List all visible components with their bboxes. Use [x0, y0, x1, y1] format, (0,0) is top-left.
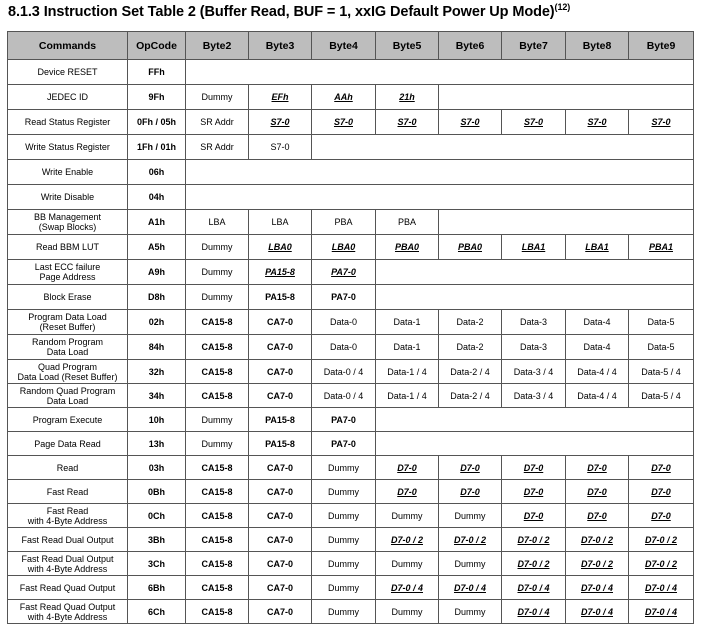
- command-cell: [8, 576, 128, 600]
- table-row: [8, 552, 694, 576]
- command-cell: [8, 552, 128, 576]
- opcode-cell: 06h: [128, 160, 186, 185]
- byte-cell: CA15-8: [186, 480, 249, 504]
- command-cell: [8, 160, 128, 185]
- opcode-cell: 0Bh: [128, 480, 186, 504]
- command-cell: [8, 135, 128, 160]
- byte-cell: D7-0: [502, 480, 566, 504]
- byte-cell: Data-2: [439, 310, 502, 335]
- byte-cell: Dummy: [186, 408, 249, 432]
- table-row: [8, 432, 694, 456]
- table-row: [8, 60, 694, 85]
- byte-cell: CA15-8: [186, 576, 249, 600]
- byte-cell: Data-5: [629, 310, 694, 335]
- command-name: with 4-Byte Address: [27, 515, 108, 526]
- byte-cell: D7-0: [566, 480, 629, 504]
- column-header: Commands: [8, 32, 128, 60]
- table-row: [8, 135, 694, 160]
- empty-cell: [186, 60, 694, 85]
- byte-cell: Dummy: [186, 235, 249, 260]
- table-row: [8, 110, 694, 135]
- byte-cell: LBA1: [566, 235, 629, 260]
- command-cell: [8, 310, 128, 335]
- command-cell: [8, 110, 128, 135]
- byte-cell: S7-0: [312, 110, 376, 135]
- command-cell: [8, 335, 128, 360]
- opcode-cell: 6Bh: [128, 576, 186, 600]
- column-header: Byte6: [439, 32, 502, 60]
- table-row: [8, 504, 694, 528]
- empty-cell: [439, 85, 694, 110]
- byte-cell: Dummy: [376, 552, 439, 576]
- byte-cell: Data-5: [629, 335, 694, 360]
- table-row: [8, 160, 694, 185]
- command-cell: [8, 432, 128, 456]
- byte-cell: Dummy: [312, 528, 376, 552]
- table-row: [8, 335, 694, 360]
- byte-cell: Data-1: [376, 335, 439, 360]
- byte-cell: D7-0: [566, 504, 629, 528]
- command-name: Random Quad Program: [19, 385, 116, 396]
- byte-cell: S7-0: [439, 110, 502, 135]
- byte-cell: Dummy: [186, 285, 249, 310]
- byte-cell: CA15-8: [186, 310, 249, 335]
- opcode-cell: 0Fh / 05h: [128, 110, 186, 135]
- byte-cell: D7-0: [629, 504, 694, 528]
- opcode-cell: A9h: [128, 260, 186, 285]
- command-name: Program Data Load: [28, 312, 107, 322]
- command-name: Write Enable: [41, 167, 94, 177]
- byte-cell: 21h: [376, 85, 439, 110]
- byte-cell: Data-3 / 4: [502, 384, 566, 408]
- byte-cell: CA7-0: [249, 335, 312, 360]
- byte-cell: Dummy: [312, 480, 376, 504]
- byte-cell: CA15-8: [186, 384, 249, 408]
- byte-cell: D7-0: [629, 480, 694, 504]
- byte-cell: D7-0: [439, 456, 502, 480]
- byte-cell: Dummy: [186, 260, 249, 285]
- empty-cell: [376, 432, 694, 456]
- command-cell: [8, 360, 128, 384]
- byte-cell: Data-4: [566, 310, 629, 335]
- byte-cell: D7-0: [376, 456, 439, 480]
- opcode-cell: A5h: [128, 235, 186, 260]
- command-name: Read BBM LUT: [35, 242, 100, 252]
- byte-cell: Dummy: [312, 456, 376, 480]
- byte-cell: S7-0: [502, 110, 566, 135]
- opcode-cell: 3Ch: [128, 552, 186, 576]
- command-cell: [8, 185, 128, 210]
- command-name: BB Management: [33, 212, 102, 222]
- table-row: [8, 600, 694, 624]
- byte-cell: D7-0 / 2: [376, 528, 439, 552]
- byte-cell: PBA: [376, 210, 439, 235]
- byte-cell: CA15-8: [186, 360, 249, 384]
- command-name: Write Status Register: [25, 142, 110, 152]
- command-name: Quad Program: [37, 361, 98, 372]
- byte-cell: S7-0: [249, 135, 312, 160]
- empty-cell: [312, 135, 694, 160]
- command-name: Last ECC failure: [34, 262, 101, 272]
- command-name: Fast Read: [46, 505, 89, 516]
- table-row: [8, 210, 694, 235]
- table-row: [8, 185, 694, 210]
- command-name: Write Disable: [40, 192, 95, 202]
- command-name: JEDEC ID: [46, 92, 88, 102]
- byte-cell: Dummy: [376, 504, 439, 528]
- command-name: with 4-Byte Address: [27, 563, 108, 574]
- column-header: Byte3: [249, 32, 312, 60]
- byte-cell: D7-0 / 4: [502, 576, 566, 600]
- byte-cell: SR Addr: [186, 110, 249, 135]
- command-name: Data Load: [46, 347, 89, 357]
- byte-cell: Data-1: [376, 310, 439, 335]
- byte-cell: AAh: [312, 85, 376, 110]
- byte-cell: PBA0: [376, 235, 439, 260]
- byte-cell: Data-2 / 4: [439, 360, 502, 384]
- byte-cell: Dummy: [439, 504, 502, 528]
- byte-cell: S7-0: [376, 110, 439, 135]
- byte-cell: CA15-8: [186, 528, 249, 552]
- byte-cell: CA15-8: [186, 552, 249, 576]
- byte-cell: PA7-0: [312, 432, 376, 456]
- byte-cell: CA7-0: [249, 480, 312, 504]
- byte-cell: S7-0: [249, 110, 312, 135]
- opcode-cell: 1Fh / 01h: [128, 135, 186, 160]
- table-row: [8, 260, 694, 285]
- byte-cell: Data-5 / 4: [629, 360, 694, 384]
- byte-cell: Data-4 / 4: [566, 384, 629, 408]
- command-cell: [8, 235, 128, 260]
- command-name: Fast Read Dual Output: [21, 553, 114, 564]
- byte-cell: LBA: [249, 210, 312, 235]
- command-cell: [8, 408, 128, 432]
- byte-cell: CA15-8: [186, 600, 249, 624]
- opcode-cell: 02h: [128, 310, 186, 335]
- command-cell: [8, 260, 128, 285]
- byte-cell: D7-0: [439, 480, 502, 504]
- byte-cell: CA7-0: [249, 456, 312, 480]
- opcode-cell: A1h: [128, 210, 186, 235]
- byte-cell: EFh: [249, 85, 312, 110]
- opcode-cell: 3Bh: [128, 528, 186, 552]
- byte-cell: Dummy: [312, 552, 376, 576]
- command-cell: [8, 210, 128, 235]
- opcode-cell: FFh: [128, 60, 186, 85]
- byte-cell: Data-1 / 4: [376, 384, 439, 408]
- empty-cell: [439, 210, 694, 235]
- command-cell: [8, 85, 128, 110]
- command-name: Page Data Read: [34, 438, 101, 449]
- opcode-cell: 34h: [128, 384, 186, 408]
- table-row: [8, 480, 694, 504]
- opcode-cell: 04h: [128, 185, 186, 210]
- byte-cell: LBA0: [249, 235, 312, 260]
- byte-cell: D7-0 / 4: [629, 600, 694, 624]
- byte-cell: D7-0 / 2: [439, 528, 502, 552]
- byte-cell: D7-0 / 2: [629, 552, 694, 576]
- command-name: Fast Read Dual Output: [21, 534, 114, 545]
- command-name: Read: [56, 462, 79, 473]
- footnote-ref: (12): [554, 2, 571, 13]
- table-row: [8, 408, 694, 432]
- table-row: [8, 235, 694, 260]
- section-title: [8, 4, 570, 20]
- byte-cell: Data-0: [312, 310, 376, 335]
- byte-cell: Data-3: [502, 335, 566, 360]
- byte-cell: CA7-0: [249, 504, 312, 528]
- byte-cell: D7-0 / 4: [439, 576, 502, 600]
- byte-cell: CA7-0: [249, 310, 312, 335]
- command-name: (Swap Blocks): [38, 222, 97, 232]
- section-number: 8.1.3: [8, 4, 40, 20]
- command-cell: [8, 285, 128, 310]
- byte-cell: PA15-8: [249, 408, 312, 432]
- byte-cell: SR Addr: [186, 135, 249, 160]
- opcode-cell: 9Fh: [128, 85, 186, 110]
- byte-cell: PBA: [312, 210, 376, 235]
- byte-cell: PA7-0: [312, 285, 376, 310]
- command-name: Data Load (Reset Buffer): [17, 371, 118, 382]
- byte-cell: D7-0 / 2: [502, 552, 566, 576]
- byte-cell: CA7-0: [249, 576, 312, 600]
- table-row: [8, 310, 694, 335]
- opcode-cell: 32h: [128, 360, 186, 384]
- byte-cell: D7-0: [502, 456, 566, 480]
- byte-cell: D7-0 / 2: [629, 528, 694, 552]
- byte-cell: Data-3 / 4: [502, 360, 566, 384]
- table-row: [8, 360, 694, 384]
- byte-cell: CA15-8: [186, 335, 249, 360]
- opcode-cell: 0Ch: [128, 504, 186, 528]
- command-name: Device RESET: [37, 67, 98, 77]
- table-row: [8, 85, 694, 110]
- byte-cell: D7-0 / 4: [566, 600, 629, 624]
- byte-cell: CA7-0: [249, 384, 312, 408]
- empty-cell: [186, 160, 694, 185]
- byte-cell: Dummy: [186, 85, 249, 110]
- command-name: (Reset Buffer): [39, 322, 96, 332]
- command-cell: [8, 384, 128, 408]
- opcode-cell: 03h: [128, 456, 186, 480]
- column-header: Byte7: [502, 32, 566, 60]
- byte-cell: D7-0: [566, 456, 629, 480]
- opcode-cell: D8h: [128, 285, 186, 310]
- empty-cell: [376, 260, 694, 285]
- byte-cell: S7-0: [629, 110, 694, 135]
- column-header: Byte9: [629, 32, 694, 60]
- byte-cell: PA7-0: [312, 408, 376, 432]
- column-header: Byte2: [186, 32, 249, 60]
- command-cell: [8, 480, 128, 504]
- byte-cell: Dummy: [312, 576, 376, 600]
- section-title-text: Instruction Set Table 2 (Buffer Read, BUF = 1, xxIG Default Power Up Mode): [43, 4, 555, 20]
- opcode-cell: 10h: [128, 408, 186, 432]
- byte-cell: D7-0: [376, 480, 439, 504]
- command-name: Data Load: [46, 395, 89, 406]
- column-header: Byte8: [566, 32, 629, 60]
- command-cell: [8, 456, 128, 480]
- byte-cell: D7-0 / 4: [629, 576, 694, 600]
- byte-cell: D7-0 / 4: [376, 576, 439, 600]
- byte-cell: Dummy: [439, 600, 502, 624]
- table-row: [8, 384, 694, 408]
- opcode-cell: 84h: [128, 335, 186, 360]
- byte-cell: D7-0 / 4: [502, 600, 566, 624]
- byte-cell: PA15-8: [249, 432, 312, 456]
- byte-cell: Dummy: [376, 600, 439, 624]
- byte-cell: Dummy: [312, 504, 376, 528]
- command-name: Page Address: [39, 272, 96, 282]
- command-name: Fast Read Quad Output: [19, 582, 116, 593]
- header-row: [8, 32, 694, 60]
- command-name: Random Program: [31, 337, 104, 347]
- byte-cell: Dummy: [312, 600, 376, 624]
- command-name: with 4-Byte Address: [27, 611, 108, 622]
- byte-cell: Data-5 / 4: [629, 384, 694, 408]
- command-cell: [8, 504, 128, 528]
- table-row: [8, 456, 694, 480]
- byte-cell: CA7-0: [249, 360, 312, 384]
- column-header: Byte5: [376, 32, 439, 60]
- byte-cell: D7-0: [502, 504, 566, 528]
- command-name: Fast Read: [46, 486, 89, 497]
- byte-cell: PBA1: [629, 235, 694, 260]
- command-name: Read Status Register: [24, 117, 111, 127]
- byte-cell: PA7-0: [312, 260, 376, 285]
- command-cell: [8, 600, 128, 624]
- table-row: [8, 285, 694, 310]
- command-name: Program Execute: [32, 414, 103, 425]
- byte-cell: D7-0 / 2: [566, 552, 629, 576]
- byte-cell: CA7-0: [249, 552, 312, 576]
- command-name: Fast Read Quad Output: [19, 601, 116, 612]
- byte-cell: Data-0 / 4: [312, 360, 376, 384]
- empty-cell: [376, 285, 694, 310]
- byte-cell: LBA1: [502, 235, 566, 260]
- byte-cell: Data-4: [566, 335, 629, 360]
- byte-cell: Data-4 / 4: [566, 360, 629, 384]
- column-header: Byte4: [312, 32, 376, 60]
- command-cell: [8, 528, 128, 552]
- byte-cell: D7-0 / 2: [502, 528, 566, 552]
- byte-cell: Data-2 / 4: [439, 384, 502, 408]
- table-row: [8, 576, 694, 600]
- byte-cell: Dummy: [439, 552, 502, 576]
- byte-cell: Data-3: [502, 310, 566, 335]
- byte-cell: D7-0 / 2: [566, 528, 629, 552]
- byte-cell: Data-0 / 4: [312, 384, 376, 408]
- byte-cell: D7-0: [629, 456, 694, 480]
- instruction-set-table: [7, 31, 694, 624]
- opcode-cell: 6Ch: [128, 600, 186, 624]
- byte-cell: Dummy: [186, 432, 249, 456]
- byte-cell: CA15-8: [186, 456, 249, 480]
- byte-cell: Data-1 / 4: [376, 360, 439, 384]
- byte-cell: PBA0: [439, 235, 502, 260]
- byte-cell: LBA0: [312, 235, 376, 260]
- table-row: [8, 528, 694, 552]
- empty-cell: [186, 185, 694, 210]
- empty-cell: [376, 408, 694, 432]
- byte-cell: D7-0 / 4: [566, 576, 629, 600]
- command-cell: [8, 60, 128, 85]
- byte-cell: CA7-0: [249, 600, 312, 624]
- byte-cell: PA15-8: [249, 260, 312, 285]
- byte-cell: S7-0: [566, 110, 629, 135]
- byte-cell: Data-2: [439, 335, 502, 360]
- byte-cell: CA7-0: [249, 528, 312, 552]
- byte-cell: CA15-8: [186, 504, 249, 528]
- opcode-cell: 13h: [128, 432, 186, 456]
- command-name: Block Erase: [43, 292, 92, 302]
- byte-cell: PA15-8: [249, 285, 312, 310]
- byte-cell: LBA: [186, 210, 249, 235]
- table-body: [8, 60, 694, 624]
- column-header: OpCode: [128, 32, 186, 60]
- byte-cell: Data-0: [312, 335, 376, 360]
